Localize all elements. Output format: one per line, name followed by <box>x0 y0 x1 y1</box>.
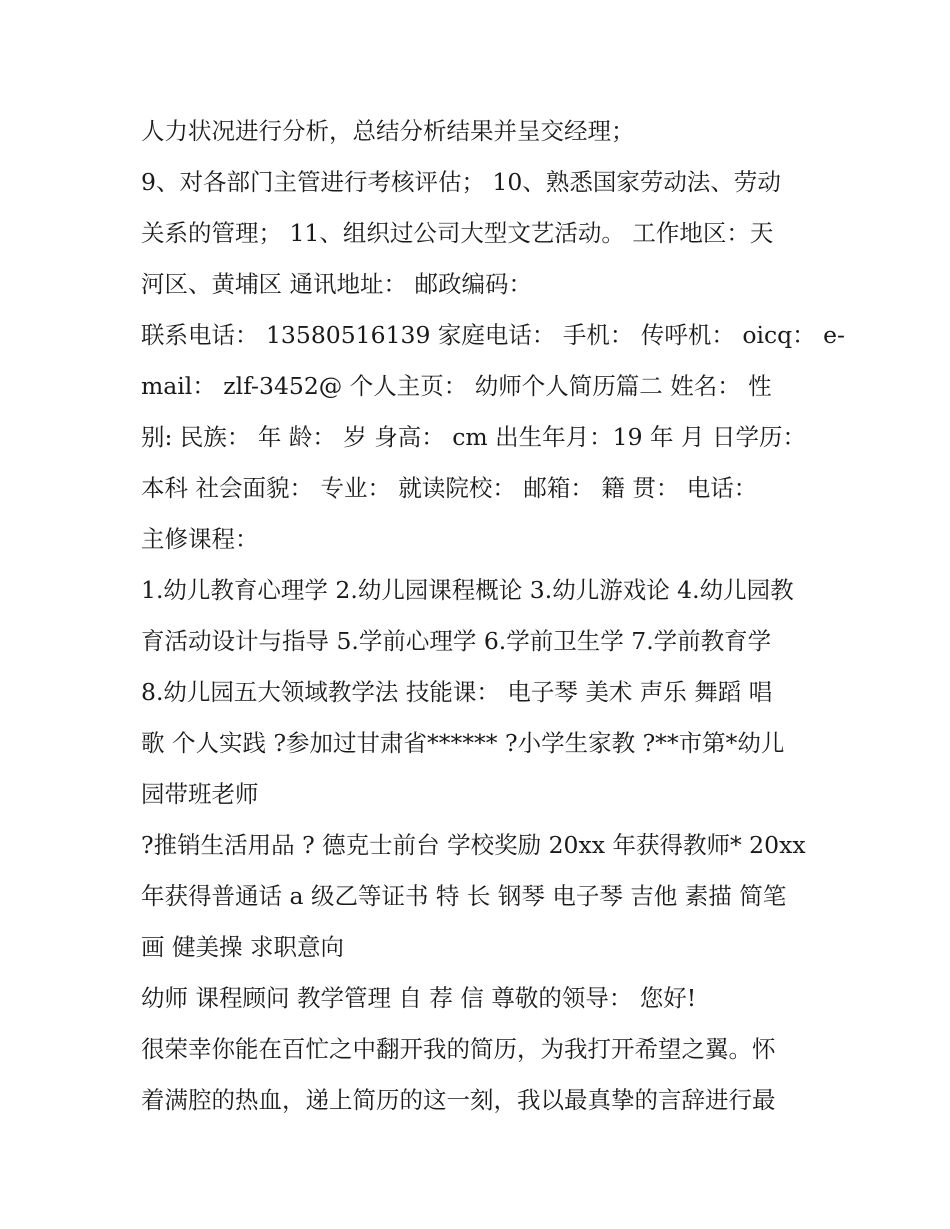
text-line: 8.幼儿园五大领域教学法 技能课： 电子琴 美术 声乐 舞蹈 唱 <box>141 678 773 706</box>
text-line: 育活动设计与指导 5.学前心理学 6.学前卫生学 7.学前教育学 <box>141 627 772 655</box>
text-line: 着满腔的热血，递上简历的这一刻，我以最真挚的言辞进行最 <box>141 1086 776 1114</box>
text-line: 人力状况进行分析，总结分析结果并呈交经理； <box>141 117 635 145</box>
text-line: 幼师 课程顾问 教学管理 自 荐 信 尊敬的领导： 您好! <box>141 984 697 1012</box>
text-line: 联系电话： 13580516139 家庭电话： 手机： 传呼机： oicq： e- <box>141 321 846 349</box>
text-line: 河区、黄埔区 通讯地址： 邮政编码： <box>141 270 532 298</box>
text-line: 本科 社会面貌： 专业： 就读院校： 邮箱： 籍 贯： 电话： <box>141 474 758 502</box>
text-line: 园带班老师 <box>141 780 259 808</box>
text-line: 别: 民族： 年 龄： 岁 身高： cm 出生年月：19 年 月 日学历： <box>141 423 806 451</box>
text-line: 画 健美操 求职意向 <box>141 933 344 961</box>
text-line: 年获得普通话 a 级乙等证书 特 长 钢琴 电子琴 吉他 素描 简笔 <box>141 882 787 910</box>
text-line: 9、对各部门主管进行考核评估； 10、熟悉国家劳动法、劳动 <box>141 168 781 196</box>
text-line: 1.幼儿教育心理学 2.幼儿园课程概论 3.幼儿游戏论 4.幼儿园教 <box>141 576 794 604</box>
text-line: 主修课程： <box>141 525 259 553</box>
text-line: 很荣幸你能在百忙之中翻开我的简历，为我打开希望之翼。怀 <box>141 1035 776 1063</box>
text-line: mail： zlf-3452@ 个人主页： 幼师个人简历篇二 姓名： 性 <box>141 372 772 400</box>
text-line: 关系的管理； 11、组织过公司大型文艺活动。 工作地区：天 <box>141 219 774 247</box>
text-line: 歌 个人实践 ?参加过甘肃省****** ?小学生家教 ?**市第*幼儿 <box>141 729 785 757</box>
body-text <box>141 106 846 1126</box>
text-line: ?推销生活用品 ? 德克士前台 学校奖励 20xx 年获得教师* 20xx <box>141 831 806 859</box>
